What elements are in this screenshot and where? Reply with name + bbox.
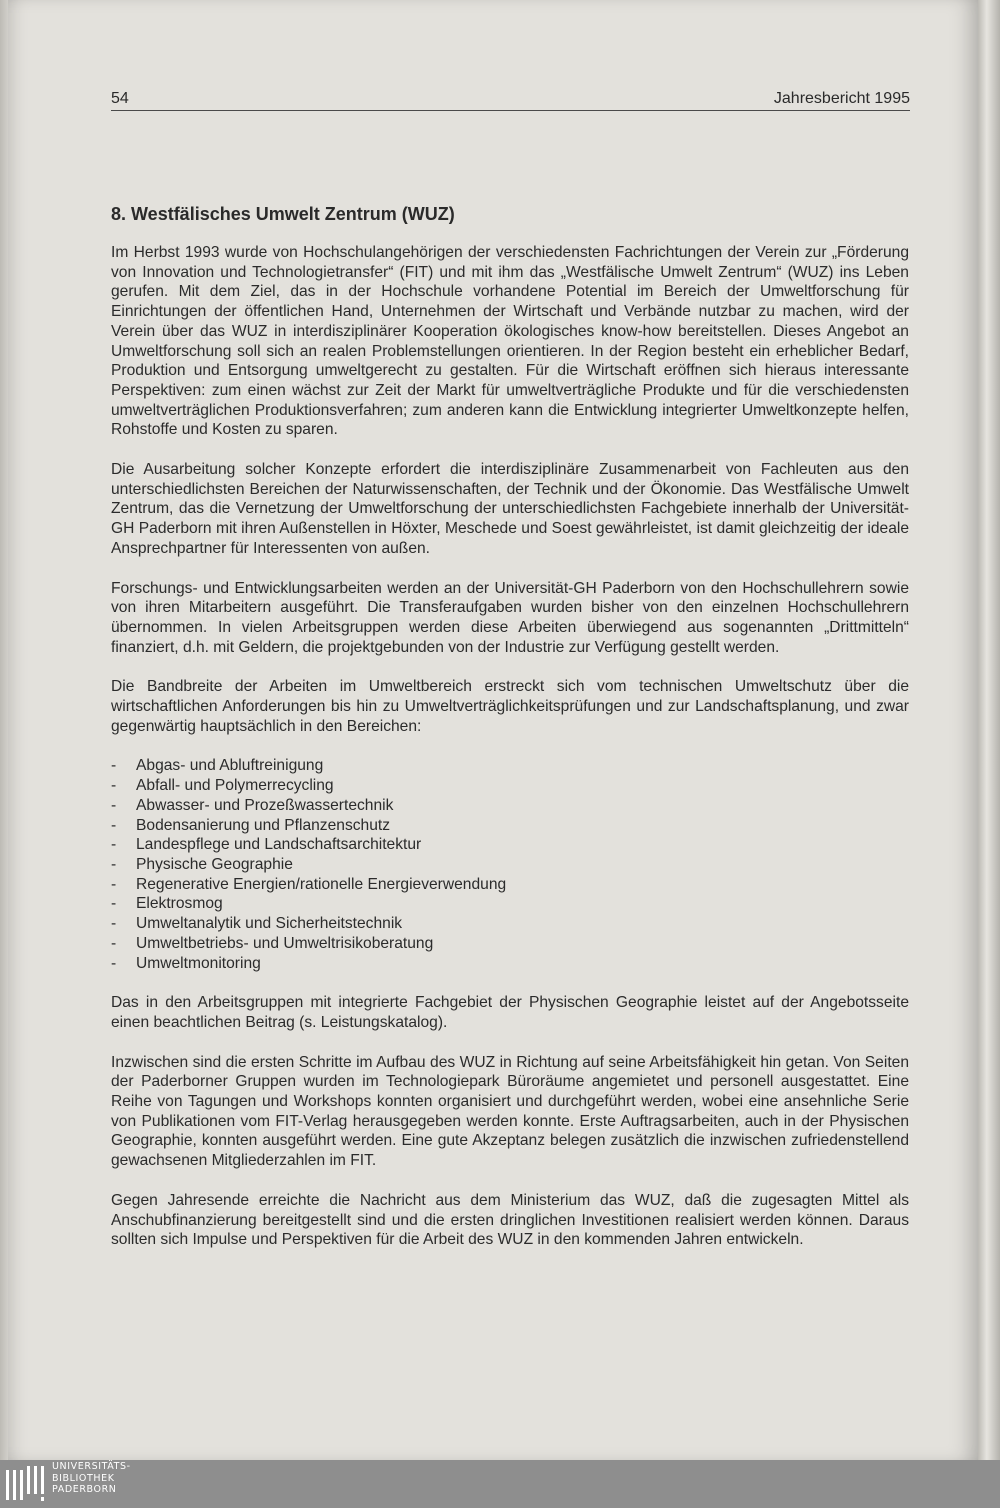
paragraph-intro: Im Herbst 1993 wurde von Hochschulangehörigen der verschiedensten Fachrichtungen der Verein zur „Förderung von Innovation und Technologietransfer“ (FIT) und mit ihm das „Westfälische Umwelt Zentrum“ (WUZ) ins Leben gerufen. Mit dem Ziel, das in der Hochschule vorhandene Potential im Bereich der Umweltforschung für Einrichtungen der öffentlichen Hand, Unternehmen der Wirtschaft und Verbände nutzbar zu machen, wird der Verein über das WUZ in interdisziplinärer Kooperation ökologisches know-how bereitstellen. Dieses Angebot an Umweltforschung soll sich an realen Problemstellungen orientieren. In der Region besteht ein erheblicher Bedarf, Produktion und Entsorgung umweltgerecht zu gestalten. Für die Wirtschaft eröffnen sich hieraus interessante Perspektiven: zum einen wächst zur Zeit der Markt für umweltverträgliche Produkte und für die verschiedensten umweltverträglichen Produktionsverfahren; zum anderen kann die Entwicklung integrierter Umweltkonzepte helfen, Rohstoffe und Kosten zu sparen. bbox=[111, 244, 909, 439]
list-item: - Physische Geographie bbox=[111, 855, 909, 875]
research-areas-list bbox=[111, 756, 909, 973]
list-item: - Abfall- und Polymerrecycling bbox=[111, 776, 909, 796]
list-item: - Umweltmonitoring bbox=[111, 954, 909, 974]
page-number: 54 bbox=[111, 90, 129, 107]
paragraph-progress: Inzwischen sind die ersten Schritte im Aufbau des WUZ in Richtung auf seine Arbeitsfähigkeit hin getan. Von Seiten der Paderborner Gruppen wurden im Technologiepark Büroräume angemietet und personell ausgestattet. Eine Reihe von Tagungen und Workshops konnten organisiert und durchgeführt werden, wobei eine ansehnliche Serie von Publikationen vom FIT-Verlag herausgegeben werden konnte. Erste Auftragsarbeiten, auch in der Physischen Geographie, konnten ausgeführt werden. Eine gute Akzeptanz belegen zusätzlich die inzwischen zufriedenstellend gewachsenen Mitgliederzahlen im FIT. bbox=[111, 1053, 909, 1170]
running-title: Jahresbericht 1995 bbox=[773, 90, 910, 107]
paragraph-outlook: Gegen Jahresende erreichte die Nachricht aus dem Ministerium das WUZ, daß die zugesagten Mittel als Anschubfinanzierung bereitgestellt sind und die ersten dringlichen Investitionen realisiert werden können. Daraus sollten sich Impulse und Perspektiven für die Arbeit des WUZ in den kommenden Jahren entwickeln. bbox=[111, 1191, 909, 1249]
library-name-line2: BIBLIOTHEK bbox=[52, 1472, 115, 1484]
library-name-line1: UNIVERSITÄTS- bbox=[52, 1461, 131, 1472]
running-header bbox=[111, 88, 910, 111]
paragraph-geography: Das in den Arbeitsgruppen mit integrierte Fachgebiet der Physischen Geographie leistet auf der Angebotsseite einen beachtlichen Beitrag (s. Leistungskatalog). bbox=[111, 994, 909, 1031]
page-edge bbox=[978, 0, 1000, 1460]
paragraph-research: Forschungs- und Entwicklungsarbeiten werden an der Universität-GH Paderborn von den Hochschullehrern sowie von ihren Mitarbeitern ausgeführt. Die Transferaufgaben wurden bisher von den einzelnen Hochschullehrern übernommen. In vielen Arbeitsgruppen werden diese Arbeiten überwiegend aus sogenannten „Drittmitteln“ finanziert, d.h. mit Geldern, die projektgebunden von der Industrie zur Verfügung gestellt werden. bbox=[111, 579, 909, 656]
page-content bbox=[111, 204, 909, 1270]
list-item: - Elektrosmog bbox=[111, 894, 909, 914]
section-heading: 8. Westfälisches Umwelt Zentrum (WUZ) bbox=[111, 204, 455, 224]
paragraph-range: Die Bandbreite der Arbeiten im Umweltbereich erstreckt sich vom technischen Umweltschutz über die wirtschaftlichen Anforderungen bis hin zu Umweltverträglichkeitsprüfungen und zur Landschaftsplanung, und zwar gegenwärtig hauptsächlich in den Bereichen: bbox=[111, 678, 909, 735]
library-name-line3: PADERBORN bbox=[52, 1484, 117, 1495]
list-item: - Landespflege und Landschaftsarchitektur bbox=[111, 835, 909, 855]
list-item: - Abwasser- und Prozeßwassertechnik bbox=[111, 796, 909, 816]
list-item: - Umweltbetriebs- und Umweltrisikoberatung bbox=[111, 934, 909, 954]
list-item: - Bodensanierung und Pflanzenschutz bbox=[111, 816, 909, 836]
paragraph-concepts: Die Ausarbeitung solcher Konzepte erfordert die interdisziplinäre Zusammenarbeit von Fachleuten aus den unterschiedlichsten Bereichen der Naturwissenschaften, der Technik und der Ökonomie. Das Westfälische Umwelt Zentrum, das die Vernetzung der Umweltforschung der unterschiedlichsten Fachgebiete innerhalb der Universität-GH Paderborn mit ihren Außenstellen in Höxter, Meschede und Soest gewährleistet, ist damit gleichzeitig der ideale Ansprechpartner für Interessenten von außen. bbox=[111, 461, 909, 557]
list-item: - Regenerative Energien/rationelle Energieverwendung bbox=[111, 875, 909, 895]
library-footer-bar bbox=[0, 1460, 1000, 1508]
library-name bbox=[52, 1461, 131, 1496]
list-item: - Umweltanalytik und Sicherheitstechnik bbox=[111, 914, 909, 934]
library-logo-icon bbox=[6, 1466, 48, 1504]
list-item: - Abgas- und Abluftreinigung bbox=[111, 756, 909, 776]
